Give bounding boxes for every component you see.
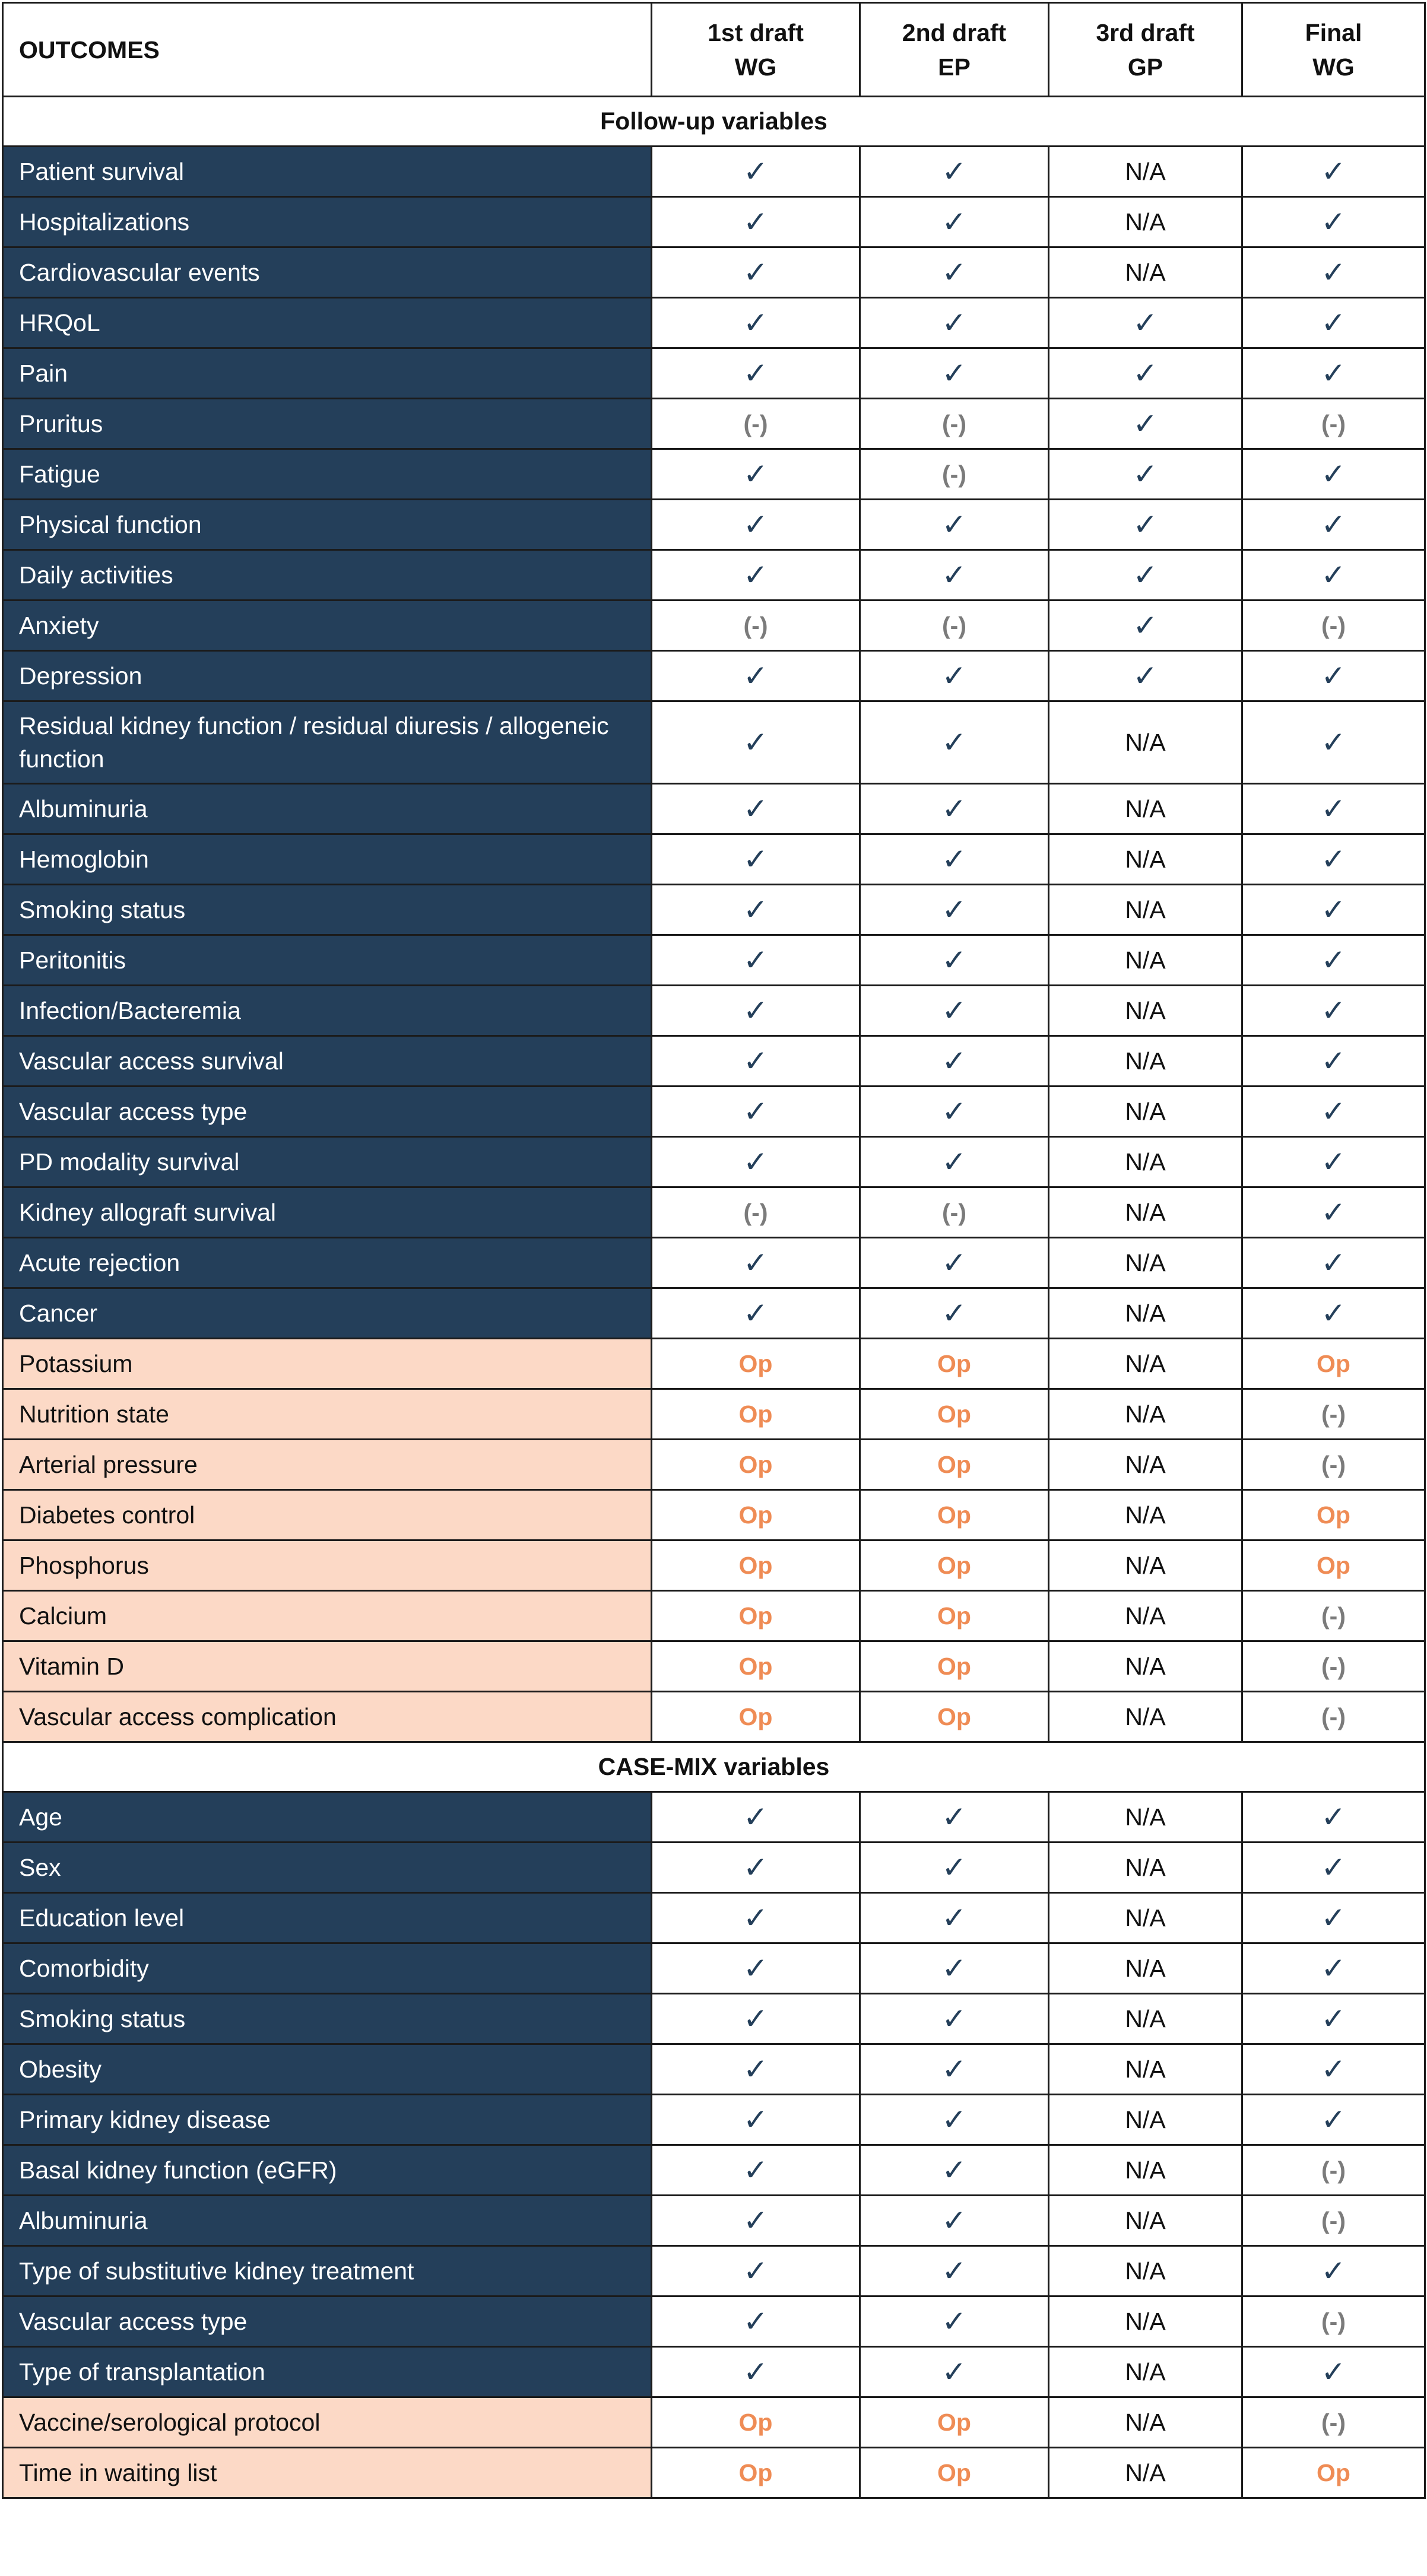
check-cell: ✓ xyxy=(1242,1137,1425,1187)
optional-cell: Op xyxy=(860,2448,1049,2498)
check-cell: ✓ xyxy=(652,1893,860,1943)
row-label: Daily activities xyxy=(3,550,652,601)
excluded-cell: (-) xyxy=(1242,2297,1425,2347)
outcomes-table xyxy=(2,2,1426,2499)
row-label: Calcium xyxy=(3,1591,652,1641)
excluded-cell: (-) xyxy=(1242,2145,1425,2196)
section-header-row xyxy=(3,97,1425,147)
check-cell: ✓ xyxy=(860,935,1049,986)
row-label: Age xyxy=(3,1792,652,1843)
table-row xyxy=(3,1641,1425,1692)
check-cell: ✓ xyxy=(1242,1943,1425,1994)
excluded-cell: (-) xyxy=(860,399,1049,449)
row-label: Vascular access complication xyxy=(3,1692,652,1742)
check-cell: ✓ xyxy=(652,1036,860,1087)
na-cell: N/A xyxy=(1049,147,1242,197)
table-row xyxy=(3,449,1425,500)
check-cell: ✓ xyxy=(860,1893,1049,1943)
check-cell: ✓ xyxy=(1242,1238,1425,1288)
check-cell: ✓ xyxy=(1049,601,1242,651)
check-cell: ✓ xyxy=(652,2196,860,2246)
table-row xyxy=(3,834,1425,885)
row-label: Time in waiting list xyxy=(3,2448,652,2498)
na-cell: N/A xyxy=(1049,1490,1242,1540)
check-cell: ✓ xyxy=(652,298,860,348)
check-cell: ✓ xyxy=(1242,784,1425,834)
table-row xyxy=(3,1490,1425,1540)
check-cell: ✓ xyxy=(652,701,860,784)
check-cell: ✓ xyxy=(1242,449,1425,500)
row-label: Potassium xyxy=(3,1339,652,1389)
check-cell: ✓ xyxy=(1049,298,1242,348)
na-cell: N/A xyxy=(1049,834,1242,885)
check-cell: ✓ xyxy=(860,2196,1049,2246)
row-label: Vascular access type xyxy=(3,1087,652,1137)
excluded-cell: (-) xyxy=(1242,1692,1425,1742)
check-cell: ✓ xyxy=(860,834,1049,885)
check-cell: ✓ xyxy=(1049,449,1242,500)
check-cell: ✓ xyxy=(652,1943,860,1994)
header-col-1st-draft xyxy=(652,3,860,97)
row-label: Pain xyxy=(3,348,652,399)
header-row xyxy=(3,3,1425,97)
na-cell: N/A xyxy=(1049,2095,1242,2145)
row-label: Depression xyxy=(3,651,652,701)
na-cell: N/A xyxy=(1049,986,1242,1036)
check-cell: ✓ xyxy=(860,2145,1049,2196)
excluded-cell: (-) xyxy=(1242,399,1425,449)
check-cell: ✓ xyxy=(652,1137,860,1187)
check-cell: ✓ xyxy=(652,147,860,197)
check-cell: ✓ xyxy=(1242,1893,1425,1943)
check-cell: ✓ xyxy=(1242,1187,1425,1238)
table-row xyxy=(3,935,1425,986)
row-label: Type of substitutive kidney treatment xyxy=(3,2246,652,2297)
check-cell: ✓ xyxy=(652,2095,860,2145)
check-cell: ✓ xyxy=(860,1087,1049,1137)
check-cell: ✓ xyxy=(860,701,1049,784)
excluded-cell: (-) xyxy=(860,601,1049,651)
table-row xyxy=(3,1591,1425,1641)
table-row xyxy=(3,601,1425,651)
na-cell: N/A xyxy=(1049,2397,1242,2448)
optional-cell: Op xyxy=(652,1440,860,1490)
na-cell: N/A xyxy=(1049,1036,1242,1087)
optional-cell: Op xyxy=(1242,2448,1425,2498)
check-cell: ✓ xyxy=(652,1087,860,1137)
table-row xyxy=(3,651,1425,701)
check-cell: ✓ xyxy=(652,500,860,550)
check-cell: ✓ xyxy=(1242,348,1425,399)
check-cell: ✓ xyxy=(652,348,860,399)
check-cell: ✓ xyxy=(652,1843,860,1893)
table-row xyxy=(3,247,1425,298)
optional-cell: Op xyxy=(652,1490,860,1540)
check-cell: ✓ xyxy=(860,1994,1049,2044)
check-cell: ✓ xyxy=(1049,399,1242,449)
optional-cell: Op xyxy=(1242,1339,1425,1389)
excluded-cell: (-) xyxy=(1242,2196,1425,2246)
check-cell: ✓ xyxy=(860,500,1049,550)
excluded-cell: (-) xyxy=(652,399,860,449)
excluded-cell: (-) xyxy=(1242,1641,1425,1692)
table-row xyxy=(3,1843,1425,1893)
table-row xyxy=(3,2044,1425,2095)
row-label: PD modality survival xyxy=(3,1137,652,1187)
na-cell: N/A xyxy=(1049,784,1242,834)
check-cell: ✓ xyxy=(652,986,860,1036)
check-cell: ✓ xyxy=(652,197,860,247)
excluded-cell: (-) xyxy=(860,1187,1049,1238)
table-row xyxy=(3,550,1425,601)
check-cell: ✓ xyxy=(860,2044,1049,2095)
na-cell: N/A xyxy=(1049,1843,1242,1893)
table-row xyxy=(3,2347,1425,2397)
row-label: Arterial pressure xyxy=(3,1440,652,1490)
row-label: Vascular access survival xyxy=(3,1036,652,1087)
na-cell: N/A xyxy=(1049,935,1242,986)
check-cell: ✓ xyxy=(652,2297,860,2347)
na-cell: N/A xyxy=(1049,2044,1242,2095)
header-col-3rd-draft xyxy=(1049,3,1242,97)
table-row xyxy=(3,1187,1425,1238)
table-row xyxy=(3,197,1425,247)
check-cell: ✓ xyxy=(860,1792,1049,1843)
check-cell: ✓ xyxy=(1242,550,1425,601)
table-body xyxy=(3,97,1425,2498)
check-cell: ✓ xyxy=(1242,701,1425,784)
na-cell: N/A xyxy=(1049,1339,1242,1389)
table-row xyxy=(3,1692,1425,1742)
row-label: Phosphorus xyxy=(3,1540,652,1591)
check-cell: ✓ xyxy=(1242,197,1425,247)
check-cell: ✓ xyxy=(652,550,860,601)
check-cell: ✓ xyxy=(652,2347,860,2397)
row-label: Comorbidity xyxy=(3,1943,652,1994)
row-label: Cardiovascular events xyxy=(3,247,652,298)
na-cell: N/A xyxy=(1049,2246,1242,2297)
table-row xyxy=(3,1288,1425,1339)
optional-cell: Op xyxy=(860,1440,1049,1490)
check-cell: ✓ xyxy=(1242,500,1425,550)
check-cell: ✓ xyxy=(652,784,860,834)
table-row xyxy=(3,2246,1425,2297)
check-cell: ✓ xyxy=(1242,1087,1425,1137)
table-row xyxy=(3,500,1425,550)
row-label: Peritonitis xyxy=(3,935,652,986)
table-row xyxy=(3,1792,1425,1843)
check-cell: ✓ xyxy=(1242,2246,1425,2297)
check-cell: ✓ xyxy=(1242,1036,1425,1087)
table-row xyxy=(3,1238,1425,1288)
check-cell: ✓ xyxy=(1049,651,1242,701)
optional-cell: Op xyxy=(652,1591,860,1641)
check-cell: ✓ xyxy=(860,1137,1049,1187)
section-header-row xyxy=(3,1742,1425,1792)
optional-cell: Op xyxy=(652,2397,860,2448)
header-line-2: WG xyxy=(1312,53,1355,81)
na-cell: N/A xyxy=(1049,1389,1242,1440)
check-cell: ✓ xyxy=(860,247,1049,298)
table-row xyxy=(3,1339,1425,1389)
optional-cell: Op xyxy=(860,2397,1049,2448)
check-cell: ✓ xyxy=(1242,298,1425,348)
check-cell: ✓ xyxy=(652,1994,860,2044)
optional-cell: Op xyxy=(860,1692,1049,1742)
check-cell: ✓ xyxy=(1242,651,1425,701)
table-row xyxy=(3,2297,1425,2347)
check-cell: ✓ xyxy=(652,885,860,935)
optional-cell: Op xyxy=(652,1389,860,1440)
excluded-cell: (-) xyxy=(1242,1389,1425,1440)
table-row xyxy=(3,885,1425,935)
na-cell: N/A xyxy=(1049,2145,1242,2196)
table-row xyxy=(3,2145,1425,2196)
na-cell: N/A xyxy=(1049,1591,1242,1641)
check-cell: ✓ xyxy=(1242,885,1425,935)
row-label: Primary kidney disease xyxy=(3,2095,652,2145)
na-cell: N/A xyxy=(1049,1641,1242,1692)
row-label: Fatigue xyxy=(3,449,652,500)
check-cell: ✓ xyxy=(860,885,1049,935)
na-cell: N/A xyxy=(1049,1087,1242,1137)
header-line-1: 3rd draft xyxy=(1096,18,1195,46)
check-cell: ✓ xyxy=(860,298,1049,348)
optional-cell: Op xyxy=(860,1490,1049,1540)
row-label: Nutrition state xyxy=(3,1389,652,1440)
check-cell: ✓ xyxy=(860,2246,1049,2297)
row-label: Pruritus xyxy=(3,399,652,449)
check-cell: ✓ xyxy=(1049,348,1242,399)
row-label: HRQoL xyxy=(3,298,652,348)
check-cell: ✓ xyxy=(652,1238,860,1288)
row-label: Cancer xyxy=(3,1288,652,1339)
check-cell: ✓ xyxy=(860,1036,1049,1087)
optional-cell: Op xyxy=(860,1540,1049,1591)
check-cell: ✓ xyxy=(652,1288,860,1339)
row-label: Acute rejection xyxy=(3,1238,652,1288)
check-cell: ✓ xyxy=(860,651,1049,701)
excluded-cell: (-) xyxy=(652,1187,860,1238)
excluded-cell: (-) xyxy=(1242,601,1425,651)
na-cell: N/A xyxy=(1049,197,1242,247)
table-row xyxy=(3,1389,1425,1440)
table-row xyxy=(3,1137,1425,1187)
row-label: Vaccine/serological protocol xyxy=(3,2397,652,2448)
header-line-1: 2nd draft xyxy=(902,18,1007,46)
check-cell: ✓ xyxy=(860,348,1049,399)
header-outcomes: OUTCOMES xyxy=(3,3,652,97)
check-cell: ✓ xyxy=(1049,500,1242,550)
check-cell: ✓ xyxy=(860,197,1049,247)
excluded-cell: (-) xyxy=(1242,1440,1425,1490)
optional-cell: Op xyxy=(1242,1540,1425,1591)
check-cell: ✓ xyxy=(860,784,1049,834)
check-cell: ✓ xyxy=(860,1288,1049,1339)
na-cell: N/A xyxy=(1049,2196,1242,2246)
check-cell: ✓ xyxy=(652,1792,860,1843)
table-row xyxy=(3,1943,1425,1994)
na-cell: N/A xyxy=(1049,1692,1242,1742)
table-row xyxy=(3,348,1425,399)
na-cell: N/A xyxy=(1049,1792,1242,1843)
check-cell: ✓ xyxy=(1242,2044,1425,2095)
optional-cell: Op xyxy=(652,1339,860,1389)
row-label: Diabetes control xyxy=(3,1490,652,1540)
check-cell: ✓ xyxy=(860,1843,1049,1893)
row-label: Physical function xyxy=(3,500,652,550)
check-cell: ✓ xyxy=(1242,935,1425,986)
optional-cell: Op xyxy=(652,2448,860,2498)
row-label: Hospitalizations xyxy=(3,197,652,247)
check-cell: ✓ xyxy=(860,2347,1049,2397)
check-cell: ✓ xyxy=(860,986,1049,1036)
na-cell: N/A xyxy=(1049,1943,1242,1994)
optional-cell: Op xyxy=(652,1540,860,1591)
check-cell: ✓ xyxy=(1242,147,1425,197)
header-line-2: WG xyxy=(734,53,777,81)
row-label: Hemoglobin xyxy=(3,834,652,885)
na-cell: N/A xyxy=(1049,2347,1242,2397)
na-cell: N/A xyxy=(1049,2297,1242,2347)
optional-cell: Op xyxy=(860,1591,1049,1641)
check-cell: ✓ xyxy=(1242,2347,1425,2397)
table-row xyxy=(3,784,1425,834)
table-row xyxy=(3,2095,1425,2145)
row-label: Vitamin D xyxy=(3,1641,652,1692)
check-cell: ✓ xyxy=(652,2246,860,2297)
optional-cell: Op xyxy=(652,1692,860,1742)
row-label: Infection/Bacteremia xyxy=(3,986,652,1036)
table-row xyxy=(3,1087,1425,1137)
check-cell: ✓ xyxy=(652,2044,860,2095)
check-cell: ✓ xyxy=(1049,550,1242,601)
header-line-2: EP xyxy=(938,53,971,81)
table-row xyxy=(3,701,1425,784)
row-label: Type of transplantation xyxy=(3,2347,652,2397)
optional-cell: Op xyxy=(860,1339,1049,1389)
check-cell: ✓ xyxy=(860,1238,1049,1288)
check-cell: ✓ xyxy=(652,449,860,500)
na-cell: N/A xyxy=(1049,1137,1242,1187)
na-cell: N/A xyxy=(1049,1288,1242,1339)
na-cell: N/A xyxy=(1049,1440,1242,1490)
row-label: Sex xyxy=(3,1843,652,1893)
excluded-cell: (-) xyxy=(1242,2397,1425,2448)
check-cell: ✓ xyxy=(860,2095,1049,2145)
na-cell: N/A xyxy=(1049,885,1242,935)
header-line-1: Final xyxy=(1305,18,1362,46)
section-title: CASE-MIX variables xyxy=(3,1742,1425,1792)
check-cell: ✓ xyxy=(1242,1994,1425,2044)
check-cell: ✓ xyxy=(860,1943,1049,1994)
optional-cell: Op xyxy=(652,1641,860,1692)
row-label: Smoking status xyxy=(3,885,652,935)
row-label: Education level xyxy=(3,1893,652,1943)
header-col-final xyxy=(1242,3,1425,97)
check-cell: ✓ xyxy=(652,834,860,885)
table-row xyxy=(3,1440,1425,1490)
row-label: Albuminuria xyxy=(3,2196,652,2246)
table-row xyxy=(3,986,1425,1036)
optional-cell: Op xyxy=(860,1389,1049,1440)
check-cell: ✓ xyxy=(1242,1843,1425,1893)
section-title: Follow-up variables xyxy=(3,97,1425,147)
table-row xyxy=(3,1540,1425,1591)
table-row xyxy=(3,298,1425,348)
check-cell: ✓ xyxy=(1242,986,1425,1036)
row-label: Patient survival xyxy=(3,147,652,197)
table-row xyxy=(3,2448,1425,2498)
optional-cell: Op xyxy=(860,1641,1049,1692)
na-cell: N/A xyxy=(1049,1994,1242,2044)
table-row xyxy=(3,2196,1425,2246)
header-line-2: GP xyxy=(1127,53,1163,81)
table-row xyxy=(3,1893,1425,1943)
check-cell: ✓ xyxy=(1242,1792,1425,1843)
row-label: Smoking status xyxy=(3,1994,652,2044)
check-cell: ✓ xyxy=(1242,247,1425,298)
na-cell: N/A xyxy=(1049,2448,1242,2498)
header-line-1: 1st draft xyxy=(708,18,804,46)
row-label: Basal kidney function (eGFR) xyxy=(3,2145,652,2196)
row-label: Anxiety xyxy=(3,601,652,651)
row-label: Residual kidney function / residual diuresis / allogeneic function xyxy=(3,701,652,784)
check-cell: ✓ xyxy=(652,2145,860,2196)
table-row xyxy=(3,1036,1425,1087)
excluded-cell: (-) xyxy=(652,601,860,651)
check-cell: ✓ xyxy=(1242,2095,1425,2145)
check-cell: ✓ xyxy=(860,550,1049,601)
row-label: Obesity xyxy=(3,2044,652,2095)
excluded-cell: (-) xyxy=(860,449,1049,500)
check-cell: ✓ xyxy=(860,2297,1049,2347)
na-cell: N/A xyxy=(1049,1893,1242,1943)
excluded-cell: (-) xyxy=(1242,1591,1425,1641)
row-label: Kidney allograft survival xyxy=(3,1187,652,1238)
table-row xyxy=(3,2397,1425,2448)
na-cell: N/A xyxy=(1049,1238,1242,1288)
na-cell: N/A xyxy=(1049,1540,1242,1591)
table-row xyxy=(3,399,1425,449)
check-cell: ✓ xyxy=(652,651,860,701)
optional-cell: Op xyxy=(1242,1490,1425,1540)
check-cell: ✓ xyxy=(1242,1288,1425,1339)
check-cell: ✓ xyxy=(1242,834,1425,885)
row-label: Albuminuria xyxy=(3,784,652,834)
table-row xyxy=(3,147,1425,197)
check-cell: ✓ xyxy=(652,247,860,298)
table-row xyxy=(3,1994,1425,2044)
check-cell: ✓ xyxy=(652,935,860,986)
na-cell: N/A xyxy=(1049,701,1242,784)
header-col-2nd-draft xyxy=(860,3,1049,97)
row-label: Vascular access type xyxy=(3,2297,652,2347)
na-cell: N/A xyxy=(1049,247,1242,298)
check-cell: ✓ xyxy=(860,147,1049,197)
na-cell: N/A xyxy=(1049,1187,1242,1238)
